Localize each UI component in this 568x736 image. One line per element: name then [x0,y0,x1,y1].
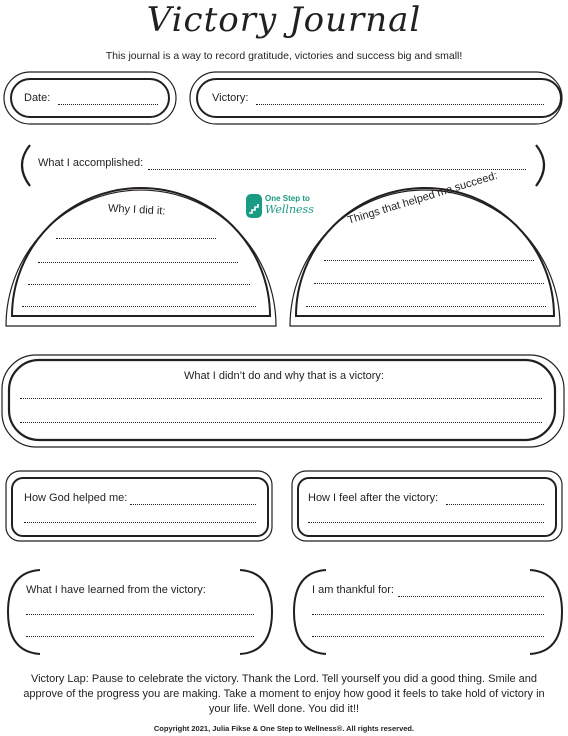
why-label: Why I did it: [107,202,166,218]
didnt-label: What I didn’t do and why that is a victory: [184,370,384,382]
victory-lap-text: Victory Lap: Pause to celebrate the victory. Thank the Lord. Tell yourself you did a good thing. Smile and approve of the progress you are making. Take a moment to enjoy how good it feels to take hold of victory in your life. Well done. You did it!! [23,673,545,715]
learned-bracket-left [8,570,40,654]
god-box-inner [12,478,268,536]
learned-line-1[interactable] [26,614,254,615]
why-line-2[interactable] [38,262,238,263]
feel-box-outer [292,471,562,541]
why-line-1[interactable] [56,238,216,239]
thankful-line-1[interactable] [398,596,544,597]
accomplished-bracket-left [22,145,30,186]
why-line-4[interactable] [22,306,256,307]
things-line-1[interactable] [324,260,534,261]
learned-label: What I have learned from the victory: [26,584,206,596]
thankful-line-3[interactable] [312,636,544,637]
things-label: Things that helped me succeed: [346,169,499,227]
god-line-2[interactable] [24,522,256,523]
feel-line-1[interactable] [446,504,544,505]
learned-bracket-right [240,570,272,654]
victory-box-inner [197,79,561,117]
things-line-3[interactable] [306,306,546,307]
page-title: Victory Journal [146,0,422,40]
learned-line-2[interactable] [26,636,254,637]
date-label: Date: [24,92,51,104]
things-line-2[interactable] [314,283,544,284]
victory-field[interactable] [256,104,544,105]
feel-line-2[interactable] [308,522,544,523]
accomplished-field[interactable] [148,169,526,170]
logo-line1: One Step to [265,194,310,203]
copyright: Copyright 2021, Julia Fikse & One Step to Wellness®. All rights reserved. [153,724,415,733]
accomplished-label: What I accomplished: [38,157,144,169]
date-field[interactable] [58,104,158,105]
god-line-1[interactable] [130,504,256,505]
god-label: How God helped me: [24,492,128,504]
god-box-outer [6,471,272,541]
feel-box-inner [298,478,556,536]
logo [245,193,325,223]
thankful-bracket-right [530,570,562,654]
dome-right-inner [296,188,554,316]
stairs-icon [245,193,263,219]
logo-line2: Wellness [265,203,314,216]
thankful-line-2[interactable] [312,614,544,615]
didnt-box-outer [2,355,564,447]
thankful-label: I am thankful for: [312,584,394,596]
feel-label: How I feel after the victory: [308,492,439,504]
accomplished-bracket-right [536,145,544,186]
page-subtitle: This journal is a way to record gratitude, victories and success big and small! [105,50,463,62]
didnt-line-1[interactable] [20,398,542,399]
didnt-line-2[interactable] [20,422,542,423]
why-line-3[interactable] [28,284,250,285]
victory-label: Victory: [212,92,249,104]
thankful-bracket-left [294,570,326,654]
